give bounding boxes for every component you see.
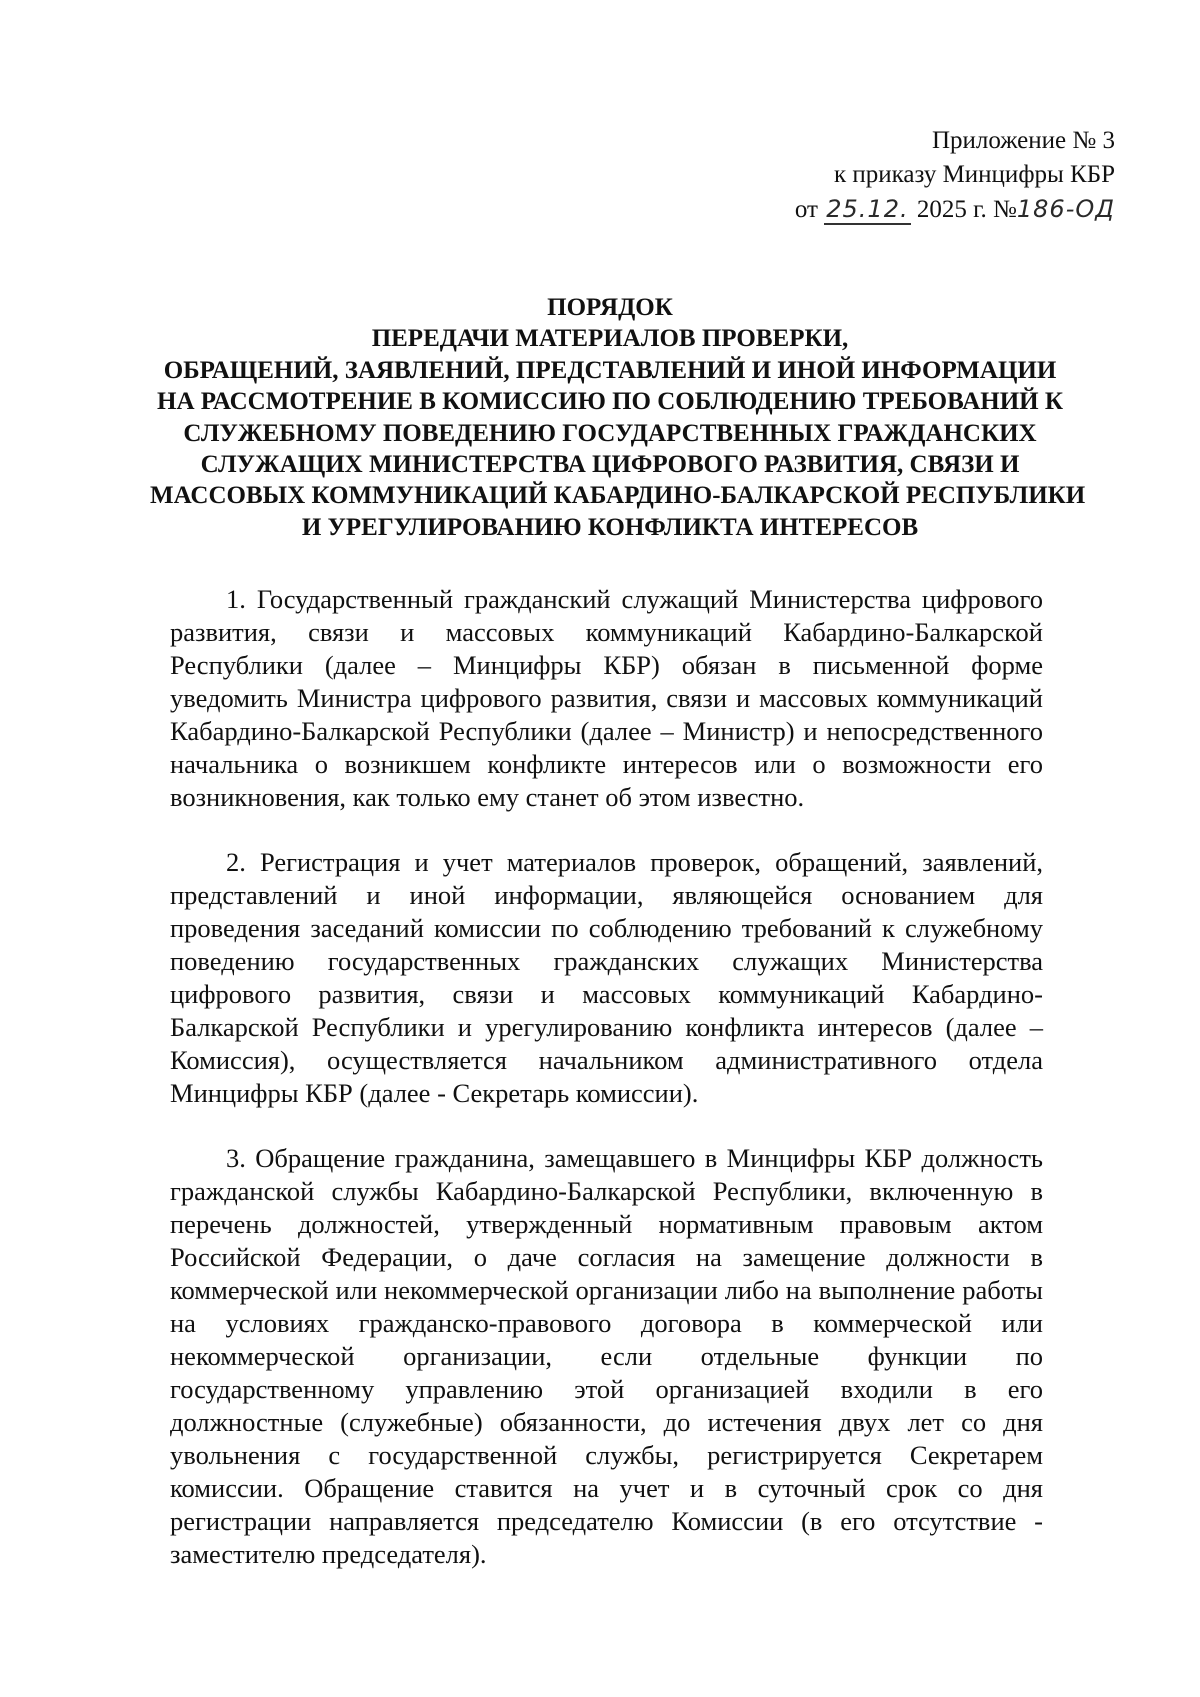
title-line: ПОРЯДОК: [547, 294, 673, 321]
title-line: ОБРАЩЕНИЙ, ЗАЯВЛЕНИЙ, ПРЕДСТАВЛЕНИЙ И ИНОЙ ИНФОРМАЦИИ: [163, 356, 1057, 384]
title-line: ПЕРЕДАЧИ МАТЕРИАЛОВ ПРОВЕРКИ,: [371, 325, 849, 353]
title-line: МАССОВЫХ КОММУНИКАЦИЙ КАБАРДИНО-БАЛКАРСКОЙ РЕСПУБЛИКИ: [150, 482, 1086, 510]
document-title: [150, 292, 1086, 543]
document-body: [170, 583, 1043, 1603]
paragraph-2: 2. Регистрация и учет материалов проверок, обращений, заявлений, представлений и иной информации, являющейся основанием для проведения заседаний комиссии по соблюдению требований к служебному поведению государственных гражданских служащих Министерства цифрового развития, связи и массовых коммуникаций Кабардино-Балкарской Республики и урегулированию конфликта интересов (далее – Комиссия), осуществляется начальником административного отдела Минцифры КБР (далее - Секретарь комиссии).: [170, 847, 1043, 1108]
handwritten-date: 25.12.: [826, 195, 909, 223]
paragraph-3: 3. Обращение гражданина, замещавшего в Минцифры КБР должность гражданской службы Кабардино-Балкарской Республики, включенную в перечень должностей, утвержденный нормативным правовым актом Российской Федерации, о даче согласия на замещение должности в коммерческой или некоммерческой организации либо на выполнение работы на условиях гражданско-правового договора в коммерческой или некоммерческой организации, если отдельные функции по государственному управлению этой организацией входили в его должностные (служебные) обязанности, до истечения двух лет со дня увольнения с государственной службы, регистрируется Секретарем комиссии. Обращение ставится на учет и в суточный срок со дня регистрации направляется председателю Комиссии (в его отсутствие - заместителю председателя).: [170, 1143, 1043, 1569]
title-line: НА РАССМОТРЕНИЕ В КОМИССИЮ ПО СОБЛЮДЕНИЮ ТРЕБОВАНИЙ К: [157, 388, 1063, 416]
handwritten-order-number: 186-ОД: [1016, 195, 1115, 223]
date-prefix: от: [794, 196, 818, 223]
title-line: И УРЕГУЛИРОВАНИЮ КОНФЛИКТА ИНТЕРЕСОВ: [301, 513, 919, 541]
annex-order-reference: к приказу Минцифры КБР: [833, 161, 1115, 188]
annex-header: [595, 124, 1115, 227]
title-line: СЛУЖАЩИХ МИНИСТЕРСТВА ЦИФРОВОГО РАЗВИТИЯ, СВЯЗИ И: [200, 451, 1020, 479]
title-line: СЛУЖЕБНОМУ ПОВЕДЕНИЮ ГОСУДАРСТВЕННЫХ ГРАЖДАНСКИХ: [183, 419, 1037, 447]
annex-number: Приложение № 3: [931, 127, 1115, 154]
year-and-number-label: 2025 г. №: [916, 196, 1017, 223]
annex-date-line: [595, 192, 1115, 227]
paragraph-1: 1. Государственный гражданский служащий Министерства цифрового развития, связи и массовых коммуникаций Кабардино-Балкарской Республики (далее – Минцифры КБР) обязан в письменной форме уведомить Министра цифрового развития, связи и массовых коммуникаций Кабардино-Балкарской Республики (далее – Министр) и непосредственного начальника о возникшем конфликте интересов или о возможности его возникновения, как только ему станет об этом известно.: [170, 584, 1043, 812]
